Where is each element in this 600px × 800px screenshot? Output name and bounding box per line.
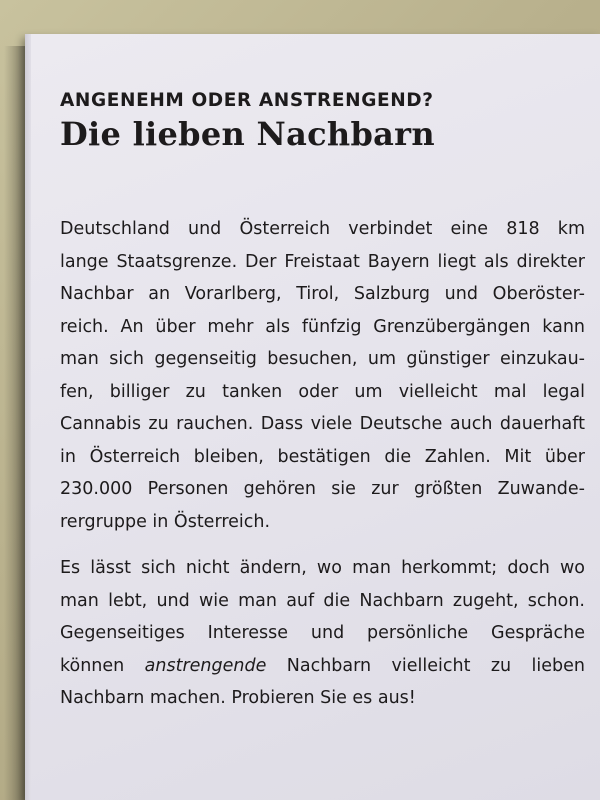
text-line: Cannabis zu rauchen. Dass viele Deutsche auch dauerhaft bbox=[60, 414, 585, 434]
text-line: Deutschland und Österreich verbindet eine 818 km bbox=[60, 219, 585, 239]
sign-title: Die lieben Nachbarn bbox=[60, 115, 435, 153]
emphasized-word: anstrengende bbox=[144, 655, 267, 676]
text-line: rergruppe in Österreich. bbox=[60, 511, 271, 532]
text-line-with-emphasis bbox=[60, 650, 585, 683]
text-line: man lebt, und wie man auf die Nachbarn zugeht, schon. bbox=[60, 590, 585, 611]
panel-edge bbox=[25, 34, 31, 800]
sign-body bbox=[60, 213, 592, 715]
text-fragment: Nachbarn vielleicht zu lieben bbox=[266, 655, 585, 676]
text-line: Gegenseitiges Interesse und persönliche Gespräche bbox=[60, 623, 585, 643]
text-line: fen, billiger zu tanken oder um vielleicht mal legal bbox=[60, 381, 585, 402]
sign-content bbox=[60, 88, 592, 729]
text-line: Es lässt sich nicht ändern, wo man herkommt; doch wo bbox=[60, 558, 585, 578]
text-line: in Österreich bleiben, bestätigen die Zahlen. Mit über bbox=[60, 446, 585, 467]
text-line: man sich gegenseitig besuchen, um günstiger einzukau- bbox=[60, 349, 585, 369]
text-fragment: können bbox=[60, 655, 145, 676]
text-line: Nachbarn machen. Probieren Sie es aus! bbox=[60, 688, 416, 708]
paragraph-1 bbox=[60, 213, 592, 538]
text-line: 230.000 Personen gehören sie zur größten Zuwande- bbox=[60, 479, 585, 499]
text-line: Nachbar an Vorarlberg, Tirol, Salzburg und Oberöster- bbox=[60, 284, 585, 304]
text-line: lange Staatsgrenze. Der Freistaat Bayern liegt als direkter bbox=[60, 251, 585, 272]
text-line: reich. An über mehr als fünfzig Grenzübergängen kann bbox=[60, 316, 585, 337]
paragraph-2 bbox=[60, 552, 592, 715]
sign-kicker: ANGENEHM ODER ANSTRENGEND? bbox=[60, 90, 434, 111]
